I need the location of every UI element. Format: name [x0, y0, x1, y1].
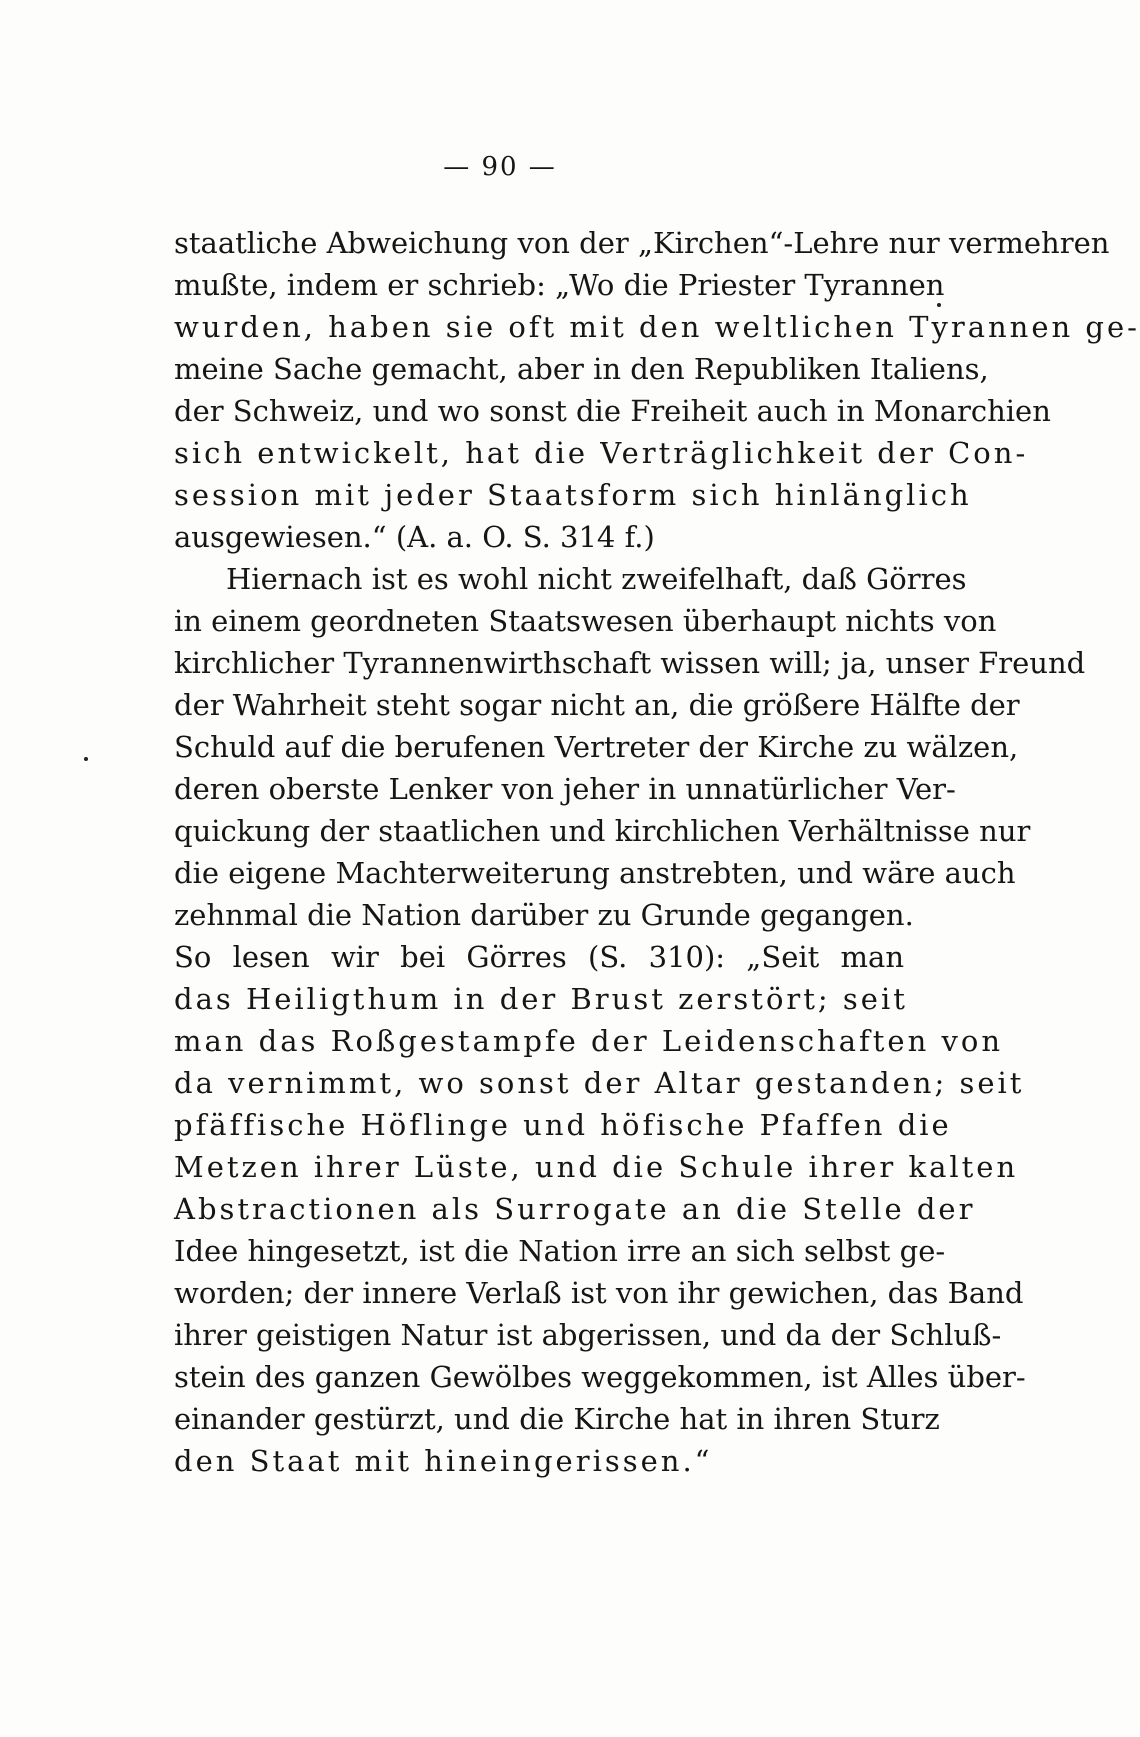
text-line: ihrer geistigen Natur ist abgerissen, und da der Schluß-	[174, 1318, 1002, 1352]
scan-speck	[937, 303, 941, 307]
text-line: Abstractionen als Surrogate an die Stelle der	[174, 1192, 976, 1226]
text-line: staatliche Abweichung von der „Kirchen“-Lehre nur vermehren	[174, 226, 1110, 260]
text-line: die eigene Machterweiterung anstrebten, und wäre auch	[174, 856, 1016, 890]
text-line: das Heiligthum in der Brust zerstört; seit	[174, 982, 908, 1016]
page-number: — 90 —	[443, 152, 557, 182]
text-line: da vernimmt, wo sonst der Altar gestanden; seit	[174, 1066, 1025, 1100]
text-line: kirchlicher Tyrannenwirthschaft wissen will; ja, unser Freund	[174, 646, 1086, 680]
text-line: mußte, indem er schrieb: „Wo die Priester Tyrannen	[174, 268, 945, 302]
text-line: Hiernach ist es wohl nicht zweifelhaft, daß Görres	[226, 562, 967, 596]
text-line: den Staat mit hineingerissen.“	[174, 1444, 713, 1478]
text-line: So lesen wir bei Görres (S. 310): „Seit man	[174, 940, 904, 974]
text-line: meine Sache gemacht, aber in den Republiken Italiens,	[174, 352, 989, 386]
text-line: quickung der staatlichen und kirchlichen Verhältnisse nur	[174, 814, 1031, 848]
text-line: Idee hingesetzt, ist die Nation irre an sich selbst ge-	[174, 1234, 946, 1268]
text-line: einander gestürzt, und die Kirche hat in ihren Sturz	[174, 1402, 940, 1436]
text-line: zehnmal die Nation darüber zu Grunde gegangen.	[174, 898, 914, 932]
body-text	[174, 222, 1140, 1482]
text-line: stein des ganzen Gewölbes weggekommen, ist Alles über-	[174, 1360, 1026, 1394]
text-line: Schuld auf die berufenen Vertreter der Kirche zu wälzen,	[174, 730, 1019, 764]
text-line: sich entwickelt, hat die Verträglichkeit der Con-	[174, 436, 1029, 470]
text-line: session mit jeder Staatsform sich hinlänglich	[174, 478, 972, 512]
text-line: pfäffische Höflinge und höfische Pfaffen die	[174, 1108, 952, 1142]
text-line: deren oberste Lenker von jeher in unnatürlicher Ver-	[174, 772, 956, 806]
text-line: der Wahrheit steht sogar nicht an, die größere Hälfte der	[174, 688, 1020, 722]
scan-speck	[84, 757, 88, 761]
text-line: der Schweiz, und wo sonst die Freiheit auch in Monarchien	[174, 394, 1051, 428]
text-line: worden; der innere Verlaß ist von ihr gewichen, das Band	[174, 1276, 1024, 1310]
text-line: wurden, haben sie oft mit den weltlichen Tyrannen ge-	[174, 310, 1140, 344]
text-line: Metzen ihrer Lüste, und die Schule ihrer kalten	[174, 1150, 1019, 1184]
text-line: ausgewiesen.“ (A. a. O. S. 314 f.)	[174, 520, 655, 554]
text-line: man das Roßgestampfe der Leidenschaften von	[174, 1024, 1003, 1058]
text-line: in einem geordneten Staatswesen überhaupt nichts von	[174, 604, 997, 638]
